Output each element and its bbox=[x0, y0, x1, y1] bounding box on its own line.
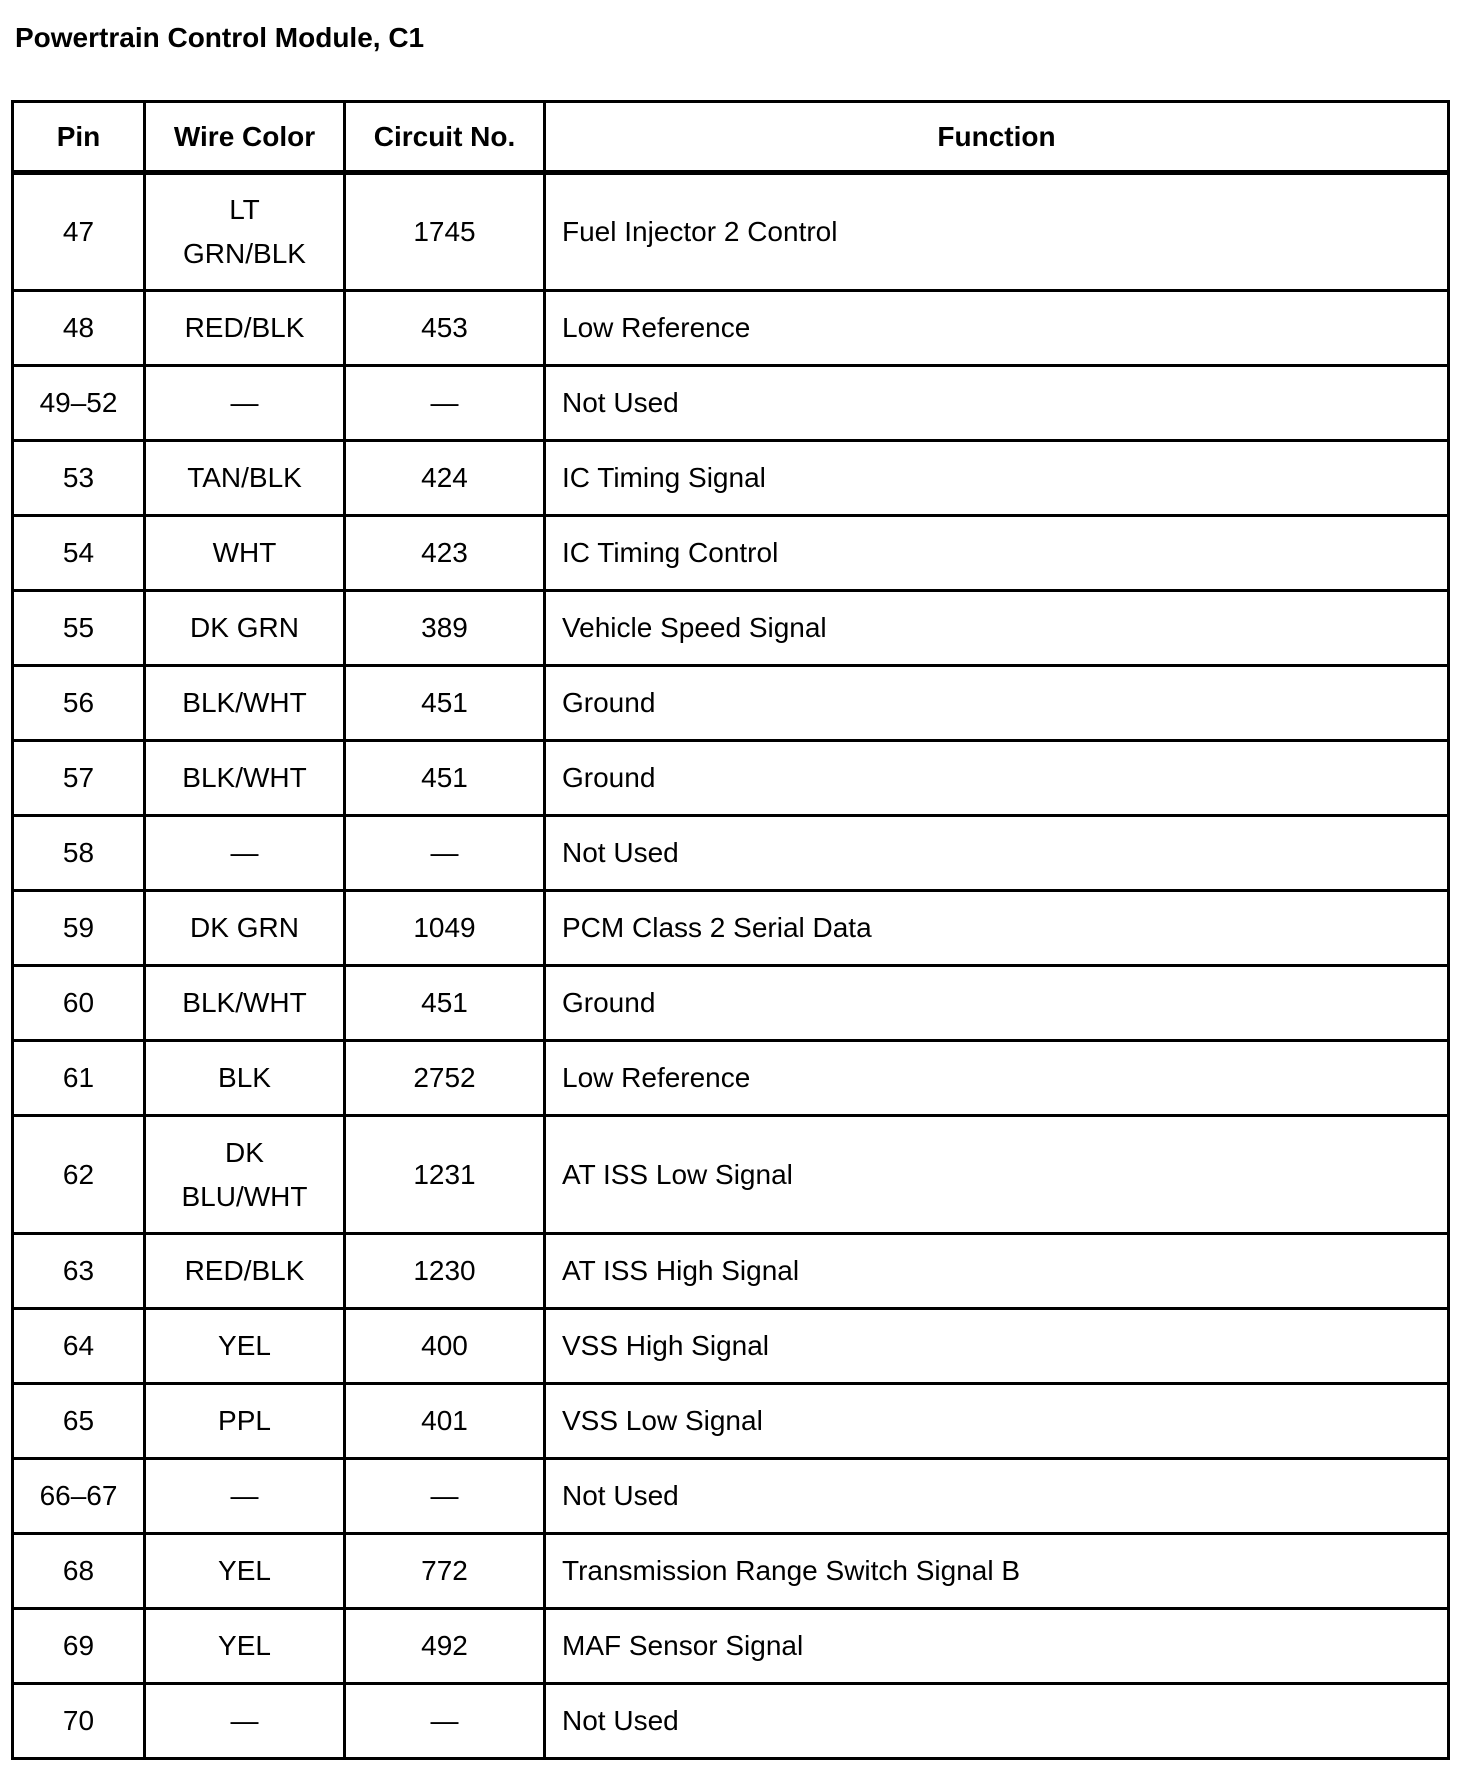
pin-cell: 68 bbox=[13, 1534, 145, 1609]
wire-color-cell bbox=[145, 1609, 345, 1684]
function-cell: Ground bbox=[545, 966, 1449, 1041]
column-header-wire-color: Wire Color bbox=[145, 102, 345, 173]
wire-color-text: BLK/WHT bbox=[182, 687, 307, 718]
function-cell: IC Timing Control bbox=[545, 516, 1449, 591]
pin-cell: 70 bbox=[13, 1684, 145, 1759]
circuit-number-cell: 2752 bbox=[345, 1041, 545, 1116]
table-row bbox=[13, 441, 1449, 516]
wire-color-cell bbox=[145, 291, 345, 366]
pin-cell: 54 bbox=[13, 516, 145, 591]
wire-color-text: RED/BLK bbox=[184, 1255, 305, 1286]
wire-color-cell bbox=[145, 816, 345, 891]
table-row bbox=[13, 1234, 1449, 1309]
circuit-number-cell: 423 bbox=[345, 516, 545, 591]
table-row bbox=[13, 966, 1449, 1041]
circuit-number-cell: 424 bbox=[345, 441, 545, 516]
table-row bbox=[13, 741, 1449, 816]
wire-color-cell bbox=[145, 1234, 345, 1309]
wire-color-cell bbox=[145, 591, 345, 666]
table-row bbox=[13, 366, 1449, 441]
function-cell: AT ISS High Signal bbox=[545, 1234, 1449, 1309]
page-title: Powertrain Control Module, C1 bbox=[15, 22, 425, 53]
wire-color-text: BLK/WHT bbox=[182, 987, 307, 1018]
function-cell: Low Reference bbox=[545, 291, 1449, 366]
pin-cell: 69 bbox=[13, 1609, 145, 1684]
table-row bbox=[13, 1459, 1449, 1534]
function-cell: Not Used bbox=[545, 1684, 1449, 1759]
pin-cell: 57 bbox=[13, 741, 145, 816]
table-row bbox=[13, 516, 1449, 591]
function-cell: Low Reference bbox=[545, 1041, 1449, 1116]
table-row bbox=[13, 591, 1449, 666]
wire-color-cell bbox=[145, 366, 345, 441]
pin-cell: 58 bbox=[13, 816, 145, 891]
pin-cell: 56 bbox=[13, 666, 145, 741]
table-row bbox=[13, 1041, 1449, 1116]
table-row bbox=[13, 1609, 1449, 1684]
column-header-circuit: Circuit No. bbox=[345, 102, 545, 173]
wire-color-cell bbox=[145, 441, 345, 516]
circuit-number-cell: 451 bbox=[345, 966, 545, 1041]
circuit-number-cell: 400 bbox=[345, 1309, 545, 1384]
function-cell: Transmission Range Switch Signal B bbox=[545, 1534, 1449, 1609]
table-row bbox=[13, 291, 1449, 366]
wire-color-text: — bbox=[230, 1480, 259, 1511]
circuit-number-cell: — bbox=[345, 1684, 545, 1759]
connector-pinout-table bbox=[11, 100, 1450, 1760]
wire-color-cell bbox=[145, 891, 345, 966]
wire-color-text: DK bbox=[225, 1136, 264, 1168]
table-row bbox=[13, 1384, 1449, 1459]
wire-color-text: DK GRN bbox=[190, 912, 299, 943]
wire-color-text: WHT bbox=[212, 537, 277, 568]
wire-color-cell bbox=[145, 1116, 345, 1234]
pin-cell: 63 bbox=[13, 1234, 145, 1309]
wire-color-text: YEL bbox=[218, 1630, 271, 1661]
pin-cell: 48 bbox=[13, 291, 145, 366]
wire-color-text: PPL bbox=[218, 1405, 271, 1436]
table-header-row bbox=[13, 102, 1449, 173]
wire-color-cell bbox=[145, 966, 345, 1041]
pin-cell: 66–67 bbox=[13, 1459, 145, 1534]
table-row bbox=[13, 666, 1449, 741]
circuit-number-cell: 492 bbox=[345, 1609, 545, 1684]
circuit-number-cell: — bbox=[345, 816, 545, 891]
function-cell: Not Used bbox=[545, 816, 1449, 891]
table-row bbox=[13, 1309, 1449, 1384]
wire-color-cell bbox=[145, 1684, 345, 1759]
circuit-number-cell: 453 bbox=[345, 291, 545, 366]
pin-cell: 59 bbox=[13, 891, 145, 966]
wire-color-text: BLK/WHT bbox=[182, 762, 307, 793]
pin-cell: 60 bbox=[13, 966, 145, 1041]
wire-color-cell bbox=[145, 666, 345, 741]
wire-color-text: YEL bbox=[218, 1555, 271, 1586]
circuit-number-cell: 1231 bbox=[345, 1116, 545, 1234]
pin-cell: 64 bbox=[13, 1309, 145, 1384]
pin-cell: 47 bbox=[13, 173, 145, 291]
wire-color-text: — bbox=[230, 387, 259, 418]
function-cell: Vehicle Speed Signal bbox=[545, 591, 1449, 666]
wire-color-text: BLK bbox=[218, 1062, 271, 1093]
wire-color-cell bbox=[145, 516, 345, 591]
wire-color-text: DK GRN bbox=[190, 612, 299, 643]
function-cell: VSS High Signal bbox=[545, 1309, 1449, 1384]
table-row bbox=[13, 1534, 1449, 1609]
pin-cell: 65 bbox=[13, 1384, 145, 1459]
table-row bbox=[13, 891, 1449, 966]
wire-color-cell bbox=[145, 1459, 345, 1534]
table-row bbox=[13, 1684, 1449, 1759]
function-cell: MAF Sensor Signal bbox=[545, 1609, 1449, 1684]
wire-color-text: — bbox=[230, 837, 259, 868]
function-cell: IC Timing Signal bbox=[545, 441, 1449, 516]
wire-color-text: — bbox=[230, 1705, 259, 1736]
table-row bbox=[13, 173, 1449, 291]
wire-color-text: GRN/BLK bbox=[183, 238, 306, 269]
wire-color-text: BLU/WHT bbox=[181, 1180, 308, 1212]
table-row bbox=[13, 816, 1449, 891]
pin-cell: 53 bbox=[13, 441, 145, 516]
table-row bbox=[13, 1116, 1449, 1234]
circuit-number-cell: — bbox=[345, 1459, 545, 1534]
circuit-number-cell: 1745 bbox=[345, 173, 545, 291]
circuit-number-cell: 451 bbox=[345, 666, 545, 741]
pin-cell: 49–52 bbox=[13, 366, 145, 441]
circuit-number-cell: 401 bbox=[345, 1384, 545, 1459]
wire-color-cell bbox=[145, 1041, 345, 1116]
wire-color-cell bbox=[145, 1309, 345, 1384]
function-cell: Fuel Injector 2 Control bbox=[545, 173, 1449, 291]
function-cell: Ground bbox=[545, 741, 1449, 816]
circuit-number-cell: — bbox=[345, 366, 545, 441]
pin-cell: 55 bbox=[13, 591, 145, 666]
function-cell: AT ISS Low Signal bbox=[545, 1116, 1449, 1234]
pin-cell: 61 bbox=[13, 1041, 145, 1116]
table-body bbox=[13, 173, 1449, 1759]
column-header-function: Function bbox=[545, 102, 1449, 173]
wire-color-text: RED/BLK bbox=[184, 312, 305, 343]
function-cell: Not Used bbox=[545, 1459, 1449, 1534]
wire-color-cell bbox=[145, 1534, 345, 1609]
pin-cell: 62 bbox=[13, 1116, 145, 1234]
circuit-number-cell: 451 bbox=[345, 741, 545, 816]
circuit-number-cell: 1230 bbox=[345, 1234, 545, 1309]
circuit-number-cell: 772 bbox=[345, 1534, 545, 1609]
wire-color-text: TAN/BLK bbox=[187, 462, 302, 493]
wire-color-text: YEL bbox=[218, 1330, 271, 1361]
wire-color-text: LT bbox=[229, 194, 260, 225]
wire-color-cell bbox=[145, 173, 345, 291]
wire-color-cell bbox=[145, 1384, 345, 1459]
circuit-number-cell: 1049 bbox=[345, 891, 545, 966]
circuit-number-cell: 389 bbox=[345, 591, 545, 666]
wire-color-cell bbox=[145, 741, 345, 816]
function-cell: Ground bbox=[545, 666, 1449, 741]
function-cell: PCM Class 2 Serial Data bbox=[545, 891, 1449, 966]
column-header-pin: Pin bbox=[13, 102, 145, 173]
function-cell: Not Used bbox=[545, 366, 1449, 441]
function-cell: VSS Low Signal bbox=[545, 1384, 1449, 1459]
